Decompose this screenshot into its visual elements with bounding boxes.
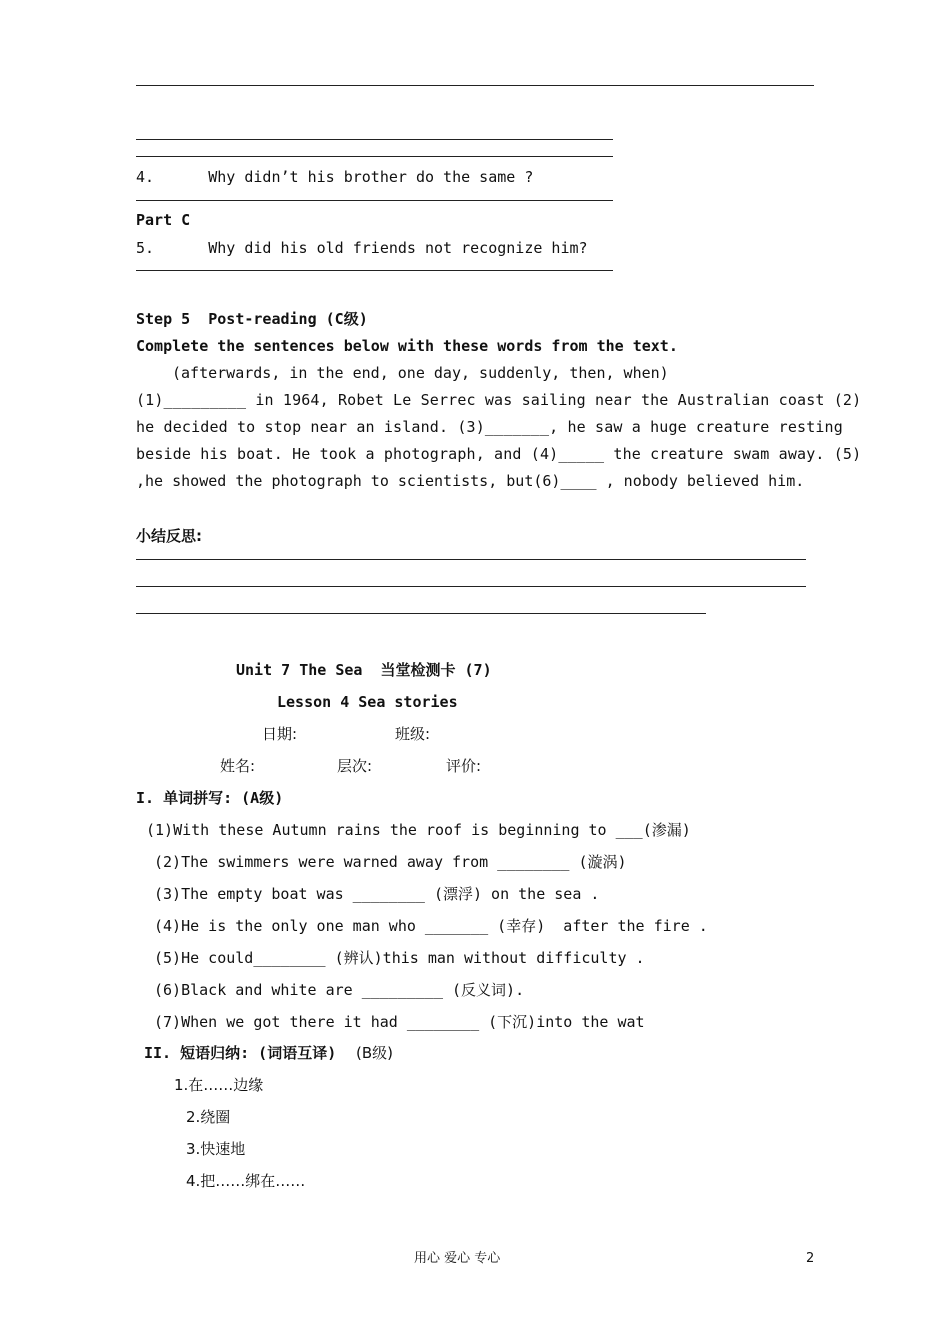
page-number: 2 (806, 1251, 815, 1266)
part-c-heading: Part C (136, 211, 191, 229)
section2-heading: II. 短语归纳: (词语互译) (144, 1044, 337, 1062)
answer-line (136, 270, 613, 271)
section2-level: (B级) (356, 1044, 393, 1062)
class-label: 班级: (395, 725, 431, 743)
question-4: 4. Why didn’t his brother do the same ? (136, 168, 534, 186)
spelling-item-6: (6)Black and white are _________ (反义词). (154, 981, 525, 999)
step5-title: Step 5 Post-reading (C级) (136, 310, 368, 328)
phrase-item-2: 2.绕圈 (186, 1108, 231, 1126)
phrase-item-1: 1.在……边缘 (174, 1076, 264, 1094)
spelling-item-5: (5)He could________ (辨认)this man without difficulty . (154, 949, 645, 967)
answer-line (136, 156, 613, 157)
answer-line (136, 139, 613, 140)
eval-label: 评价: (446, 757, 482, 775)
lesson-title: Lesson 4 Sea stories (277, 693, 458, 711)
name-label: 姓名: (220, 757, 256, 775)
spelling-item-4: (4)He is the only one man who _______ (幸存) after the fire . (154, 917, 708, 935)
spelling-item-2: (2)The swimmers were warned away from ________ (漩涡) (154, 853, 627, 871)
cloze-line-4: ,he showed the photograph to scientists, but(6)____ , nobody believed him. (136, 472, 805, 490)
header-rule (136, 85, 814, 86)
reflection-label: 小结反思: (136, 527, 202, 545)
answer-line (136, 200, 613, 201)
level-label: 层次: (337, 757, 373, 775)
date-label: 日期: (262, 725, 298, 743)
reflection-line (136, 559, 806, 560)
phrase-item-4: 4.把……绑在…… (186, 1172, 306, 1190)
word-bank: (afterwards, in the end, one day, suddenly, then, when) (172, 364, 669, 382)
cloze-line-1: (1)_________ in 1964, Robet Le Serrec was sailing near the Australian coast (2) (136, 391, 862, 409)
step5-instruction: Complete the sentences below with these words from the text. (136, 337, 678, 355)
spelling-item-3: (3)The empty boat was ________ (漂浮) on the sea . (154, 885, 600, 903)
section1-heading: I. 单词拼写: (A级) (136, 789, 284, 807)
reflection-line (136, 613, 706, 614)
question-5: 5. Why did his old friends not recognize him? (136, 239, 588, 257)
cloze-line-2: he decided to stop near an island. (3)_______, he saw a huge creature resting (136, 418, 843, 436)
spelling-item-1: (1)With these Autumn rains the roof is beginning to ___(渗漏) (146, 821, 691, 839)
reflection-line (136, 586, 806, 587)
footer-motto: 用心 爱心 专心 (414, 1251, 501, 1266)
phrase-item-3: 3.快速地 (186, 1140, 246, 1158)
cloze-line-3: beside his boat. He took a photograph, and (4)_____ the creature swam away. (5) (136, 445, 862, 463)
spelling-item-7: (7)When we got there it had ________ (下沉)into the wat (154, 1013, 645, 1031)
card-title: Unit 7 The Sea 当堂检测卡 (7) (236, 661, 492, 679)
